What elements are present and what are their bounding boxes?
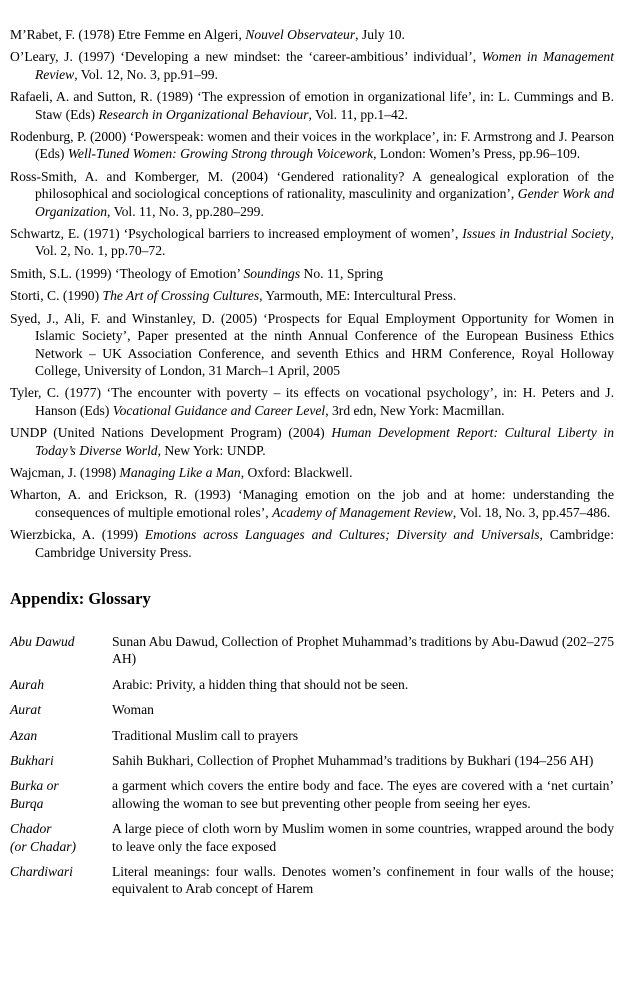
reference-text: Wharton, A. and Erickson, R. (1993) ‘Managing emotion on the job and at home: understanding the consequences of multiple emotional roles’, (10, 487, 614, 520)
reference-text: Wierzbicka, A. (1999) (10, 527, 145, 543)
reference-entry (10, 287, 614, 304)
glossary-term-line: Burqa (10, 795, 44, 811)
glossary-term-line: Bukhari (10, 753, 54, 768)
reference-title-italic: Gender Work and Organization (35, 186, 614, 219)
reference-entry (10, 464, 614, 481)
reference-text: Tyler, C. (1977) ‘The encounter with poverty – its effects on vocational psychology’, in: H. Peters and J. Hanson (Eds) (10, 385, 614, 418)
reference-entry (10, 48, 614, 83)
reference-entry (10, 424, 614, 459)
glossary-definition: Traditional Muslim call to prayers (112, 727, 299, 743)
glossary-row (10, 863, 614, 898)
glossary-definition: Woman (112, 702, 154, 718)
reference-text: Storti, C. (1990) (10, 288, 103, 304)
glossary-term (10, 676, 112, 693)
reference-entry (10, 225, 614, 260)
glossary-row (10, 727, 614, 744)
reference-entry (10, 265, 614, 282)
reference-title-italic: Human Development Report: Cultural Liberty in Today’s Diverse World (35, 425, 614, 458)
reference-text: , New York: UNDP. (157, 442, 266, 458)
glossary-row (10, 820, 614, 855)
glossary-row (10, 633, 614, 668)
glossary-definition: Sahih Bukhari, Collection of Prophet Muhammad’s traditions by Bukhari (194–256 AH) (112, 753, 594, 768)
glossary-term-line: Chardiwari (10, 864, 73, 880)
glossary-definition: Literal meanings: four walls. Denotes women’s confinement in four walls of the house; equivalent to Arab concept of Harem (112, 864, 614, 897)
glossary-term (10, 863, 112, 898)
glossary-term-line: Aurah (10, 676, 44, 692)
reference-text: UNDP (United Nations Development Program) (2004) (10, 425, 332, 441)
glossary-definition: Sunan Abu Dawud, Collection of Prophet Muhammad’s traditions by Abu-Dawud (202–275 AH) (112, 633, 614, 667)
glossary-term (10, 727, 112, 744)
reference-title-italic: The Art of Crossing Cultures, (102, 288, 263, 304)
reference-text: Wajcman, J. (1998) (10, 464, 120, 480)
reference-text: No. 11, Spring (300, 265, 384, 281)
reference-title-italic: Well-Tuned Women: Growing Strong through Voicework (67, 146, 374, 162)
glossary-row (10, 676, 614, 693)
reference-text: Ross-Smith, A. and Komberger, M. (2004) ‘Gendered rationality? A genealogical exploration of the philosophical and sociological conceptions of rationality, masculinity and organization’, (10, 168, 614, 202)
reference-entry (10, 526, 614, 561)
appendix-glossary-heading: Appendix: Glossary (10, 588, 151, 608)
glossary-row (10, 777, 614, 812)
glossary-term (10, 752, 112, 769)
glossary-term-line: Abu Dawud (10, 633, 75, 649)
glossary-definition: a garment which covers the entire body and face. The eyes are covered with a ‘net curtain’ allowing the woman to see but preventing other people from seeing her eyes. (112, 778, 614, 811)
reference-text: Syed, J., Ali, F. and Winstanley, D. (2005) ‘Prospects for Equal Employment Opportunity for Women in Islamic Society’, Paper presented at the ninth Annual Conference of the European Business Ethics Network – UK Association Conference, and seventh Ethics and HRM Conference, Royal Holloway College, University of London, 31 March–1 April, 2005 (10, 310, 614, 378)
reference-title-italic: Vocational Guidance and Career Level (112, 402, 326, 418)
reference-title-italic: Managing Like a Man (119, 464, 241, 480)
reference-text: Yarmouth, ME: Intercultural Press. (262, 288, 457, 304)
reference-text: , Vol. 2, No. 1, pp.70–72. (35, 226, 615, 259)
glossary-term (10, 777, 112, 812)
glossary-term (10, 701, 112, 718)
reference-text: Schwartz, E. (1971) ‘Psychological barriers to increased employment of women’, (10, 226, 463, 242)
reference-text: , Vol. 11, No. 3, pp.280–299. (107, 203, 264, 219)
glossary-term-line: Aurat (10, 702, 41, 718)
reference-text: , Vol. 11, pp.1–42. (308, 106, 408, 122)
glossary-term (10, 820, 112, 855)
glossary-term-line: (or Chadar) (10, 838, 77, 854)
reference-text: , London: Women’s Press, pp.96–109. (373, 146, 581, 162)
glossary-term-line: Chador (10, 821, 52, 837)
reference-entry (10, 168, 614, 220)
reference-title-italic: Academy of Management Review (272, 504, 453, 520)
glossary-term-line: Azan (10, 727, 38, 743)
reference-text: Rodenburg, P. (2000) ‘Powerspeak: women and their voices in the workplace’, in: F. Armstrong and J. Pearson (Eds) (10, 129, 614, 162)
glossary-term-line: Burka or (10, 778, 59, 794)
glossary-definition: A large piece of cloth worn by Muslim women in some countries, wrapped around the body to leave only the face exposed (112, 821, 614, 854)
glossary-section (10, 633, 614, 898)
reference-text: Rafaeli, A. and Sutton, R. (1989) ‘The expression of emotion in organizational life’, in: L. Cummings and B. Staw (Eds) (10, 89, 614, 122)
reference-title-italic: Issues in Industrial Society (462, 226, 611, 242)
reference-entry (10, 128, 614, 163)
reference-entry (10, 486, 614, 521)
reference-title-italic: Research in Organizational Behaviour (98, 106, 309, 122)
reference-entry (10, 88, 614, 123)
reference-text: , Vol. 18, No. 3, pp.457–486. (452, 504, 611, 520)
reference-text: , 3rd edn, New York: Macmillan. (325, 402, 505, 418)
reference-entry (10, 26, 614, 43)
reference-entry (10, 384, 614, 419)
reference-title-italic: Soundings (243, 265, 301, 281)
reference-title-italic: Nouvel Observateur (245, 27, 356, 42)
glossary-term (10, 633, 112, 668)
reference-title-italic: Women in Management Review (35, 49, 615, 82)
reference-text: O’Leary, J. (1997) ‘Developing a new mindset: the ‘career-ambitious’ individual’, (10, 49, 482, 65)
glossary-row (10, 752, 614, 769)
glossary-row (10, 701, 614, 718)
glossary-definition: Arabic: Privity, a hidden thing that should not be seen. (112, 676, 409, 692)
reference-text: , Vol. 12, No. 3, pp.91–99. (74, 66, 219, 82)
reference-text: M’Rabet, F. (1978) Etre Femme en Algeri, (10, 27, 246, 42)
reference-title-italic: Emotions across Languages and Cultures; Diversity and Universals (144, 527, 540, 543)
reference-text: Smith, S.L. (1999) ‘Theology of Emotion’ (10, 265, 244, 281)
references-section (10, 26, 614, 561)
reference-text: , July 10. (355, 27, 405, 42)
reference-text: , Cambridge: Cambridge University Press. (35, 527, 614, 560)
reference-entry (10, 310, 614, 380)
reference-text: , Oxford: Blackwell. (240, 464, 353, 480)
